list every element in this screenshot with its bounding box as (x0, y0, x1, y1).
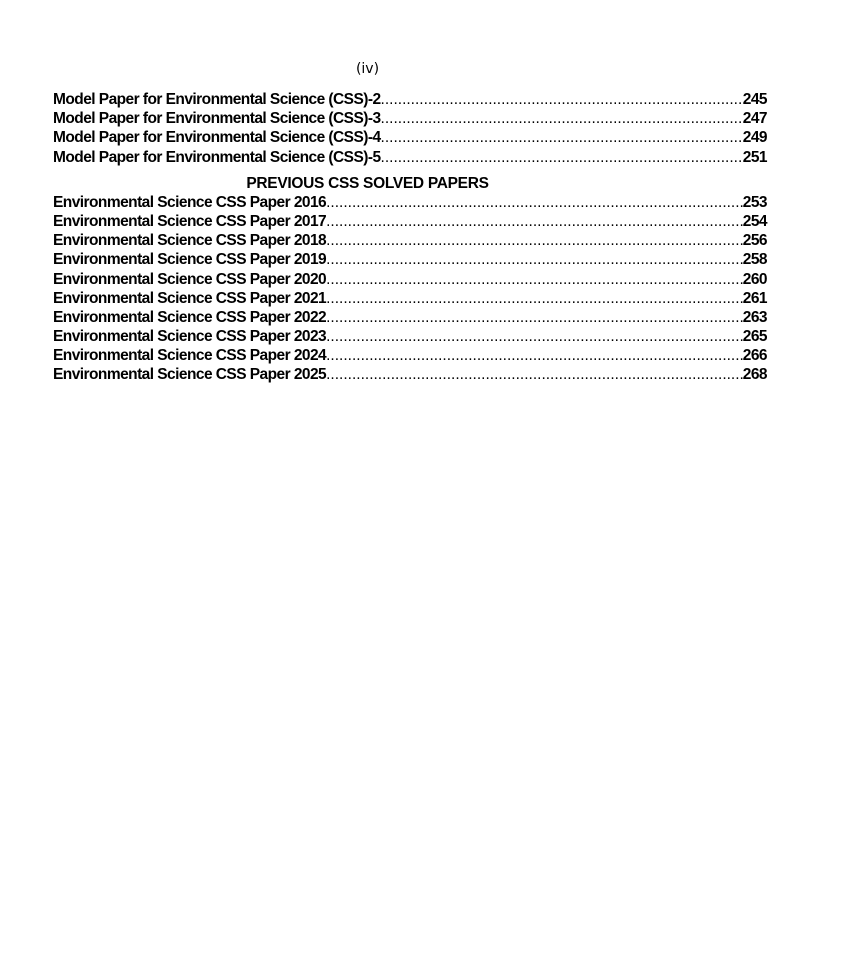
toc-entry[interactable] (53, 149, 767, 168)
toc-leader-dots (326, 309, 743, 327)
toc-entry-title: Environmental Science CSS Paper 2023 (53, 328, 327, 346)
toc-entry-title: Environmental Science CSS Paper 2025 (53, 366, 327, 384)
toc-leader-dots (381, 149, 743, 167)
toc-entry-page: 261 (742, 289, 767, 307)
toc-entry[interactable] (53, 232, 767, 251)
toc-entry-page: 263 (742, 308, 767, 326)
toc-entry-title: Environmental Science CSS Paper 2021 (53, 289, 327, 307)
toc-entry[interactable] (53, 213, 767, 232)
toc-entry[interactable] (53, 251, 767, 270)
toc-entry[interactable] (53, 290, 767, 309)
toc-leader-dots (326, 232, 743, 250)
table-of-contents (53, 91, 767, 386)
toc-leader-dots (381, 110, 743, 128)
toc-entry-title: Environmental Science CSS Paper 2022 (53, 308, 327, 326)
toc-entry-page: 247 (742, 110, 767, 128)
toc-leader-dots (326, 251, 743, 269)
toc-leader-dots (326, 328, 743, 346)
toc-entry-page: 253 (742, 193, 767, 211)
toc-entry[interactable] (53, 309, 767, 328)
toc-entry-page: 265 (742, 328, 767, 346)
section-heading: PREVIOUS CSS SOLVED PAPERS (246, 174, 489, 192)
toc-entry-page: 260 (742, 270, 767, 288)
toc-entry-page: 254 (742, 212, 767, 230)
toc-entry[interactable] (53, 91, 767, 110)
toc-entry-title: Model Paper for Environmental Science (CSS)-2 (53, 91, 381, 108)
toc-entry[interactable] (53, 271, 767, 290)
toc-entry-page: 256 (742, 232, 767, 250)
toc-entry-page: 258 (742, 251, 767, 269)
previous-papers-list (53, 194, 767, 386)
toc-entry[interactable] (53, 110, 767, 129)
toc-leader-dots (326, 271, 743, 289)
toc-entry-page: 268 (742, 366, 767, 384)
toc-entry-page: 245 (742, 91, 767, 108)
toc-leader-dots (381, 129, 743, 147)
toc-entry[interactable] (53, 129, 767, 148)
toc-entry[interactable] (53, 194, 767, 213)
toc-entry-title: Model Paper for Environmental Science (CSS)-5 (53, 148, 381, 166)
model-papers-list (53, 91, 767, 168)
page-number: (iv) (355, 61, 380, 77)
toc-leader-dots (326, 290, 743, 308)
toc-entry-title: Environmental Science CSS Paper 2019 (53, 251, 327, 269)
toc-leader-dots (326, 347, 743, 365)
toc-entry-title: Environmental Science CSS Paper 2018 (53, 232, 327, 250)
toc-entry[interactable] (53, 347, 767, 366)
toc-entry-title: Model Paper for Environmental Science (CSS)-4 (53, 129, 381, 147)
toc-entry[interactable] (53, 366, 767, 385)
toc-leader-dots (326, 213, 743, 231)
toc-entry-title: Environmental Science CSS Paper 2016 (53, 193, 327, 211)
toc-entry-title: Environmental Science CSS Paper 2024 (53, 347, 327, 365)
toc-leader-dots (326, 194, 743, 212)
toc-entry-page: 266 (742, 347, 767, 365)
toc-entry-title: Environmental Science CSS Paper 2017 (53, 212, 327, 230)
toc-entry-page: 251 (742, 148, 767, 166)
toc-leader-dots (326, 366, 743, 384)
toc-entry-title: Model Paper for Environmental Science (CSS)-3 (53, 110, 381, 128)
toc-entry[interactable] (53, 328, 767, 347)
toc-leader-dots (381, 91, 743, 109)
toc-entry-page: 249 (742, 129, 767, 147)
toc-entry-title: Environmental Science CSS Paper 2020 (53, 270, 327, 288)
